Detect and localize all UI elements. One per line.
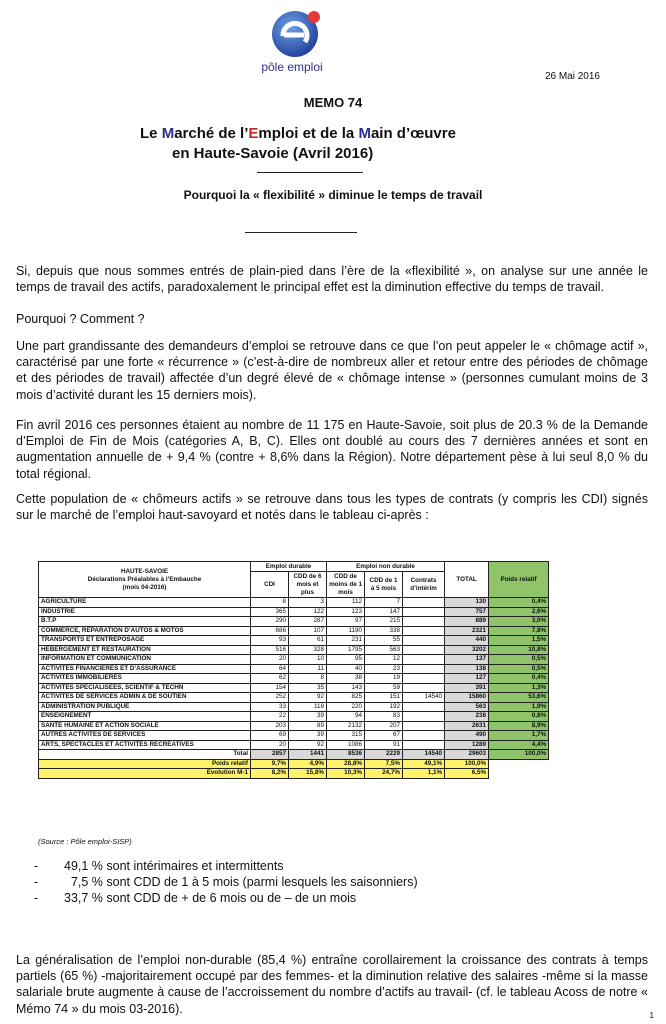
cell-cdi: 64 [251,664,289,674]
table-row [39,712,549,722]
row-label: ARTS, SPECTACLES ET ACTIVITES RECREATIVES [39,740,251,750]
bullet-list [34,858,418,906]
cell-cdd15: 55 [365,636,403,646]
paragraph-conclusion: La généralisation de l’emploi non-durable (85,4 %) entraîne corollairement la croissance des contrats à temps partiels (65 %) -majoritairement occupé par des femmes- et la diminution relative des salaires -même si la masse salariale brute augmente à cause de l’accroissement du nombre d’actifs au travail- (cf. le tableau Acoss de notre « Mémo 74 » du mois 03-2016). [16,953,648,1016]
header-cdd-6-mois: CDD de 6 mois et plus [289,572,327,598]
header-cdd-1-5-mois: CDD de 1 à 5 mois [365,572,403,598]
cell-cdd15: 83 [365,712,403,722]
cell-total: 3202 [445,645,489,655]
cell-cdd6: 8 [289,674,327,684]
cell-cdd15: 7 [365,598,403,608]
paragraph-chomage-actif: Une part grandissante des demandeurs d’emploi se retrouve dans ce que l’on peut appeler le « chômage actif », caractérisé par une forte « récurrence » (c’est-à-dire de nombreux aller et retour entre des périodes de chômage et des périodes de travail) affectée d’un degré élevé de « chômage intense » (personnes cumulant moins de 3 mois d’activité durant les 15 derniers mois). [16,339,648,402]
cell-total: 238 [445,712,489,722]
cell-interim [403,674,445,684]
header-poids-relatif: Poids relatif [489,562,549,598]
cell-cdi: 20 [251,740,289,750]
cell-cdd1: 220 [327,702,365,712]
cell-cdd1: 95 [327,655,365,665]
cell-cdd15: 91 [365,740,403,750]
cell-interim [403,607,445,617]
cell-total: 130 [445,598,489,608]
cell-cdd1: 40 [327,664,365,674]
cell-cdi: 33 [251,702,289,712]
cell-cdi: 365 [251,607,289,617]
header-emploi-non-durable: Emploi non durable [327,562,445,572]
document-title-line2: en Haute-Savoie (Avril 2016) [172,145,374,162]
table-row [39,636,549,646]
logo-emblem-icon [257,8,327,60]
cell-cdd1: 94 [327,712,365,722]
cell-cdd15: 59 [365,683,403,693]
cell-cdd6: 89 [289,721,327,731]
cell-cdi: 8 [251,598,289,608]
cell-cdd6: 39 [289,731,327,741]
table-row [39,598,549,608]
table-source: (Source : Pôle emploi-SISP) [38,837,132,846]
cell-poids: 1,9% [489,702,549,712]
row-label: COMMERCE, REPARATION D’AUTOS & MOTOS [39,626,251,636]
cell-cdd15: 147 [365,607,403,617]
row-label: AUTRES ACTIVITES DE SERVICES [39,731,251,741]
header-total: TOTAL [445,562,489,598]
cell-poids: 0,5% [489,664,549,674]
cell-poids: 1,7% [489,731,549,741]
row-label: INDUSTRIE [39,607,251,617]
cell-total: 2321 [445,626,489,636]
cell-interim [403,740,445,750]
cell-cdd1: 1795 [327,645,365,655]
cell-cdd6: 35 [289,683,327,693]
pole-emploi-logo [257,8,327,76]
table-row [39,626,549,636]
cell-cdi: 154 [251,683,289,693]
cell-total: 138 [445,664,489,674]
paragraph-intro: Si, depuis que nous sommes entrés de plain-pied dans l’ère de la «flexibilité », on analyse sur une année le temps de travail des actifs, paradoxalement le principal effet est la diminution effective du temps de travail. [16,264,648,295]
cell-cdd6: 122 [289,607,327,617]
cell-cdd6: 3 [289,598,327,608]
cell-poids: 53,6% [489,693,549,703]
cell-cdi: 686 [251,626,289,636]
table-row [39,702,549,712]
table-row [39,721,549,731]
header-interim: Contrats d’intérim [403,572,445,598]
row-label: SANTE HUMAINE ET ACTION SOCIALE [39,721,251,731]
cell-cdd1: 112 [327,598,365,608]
table-row [39,731,549,741]
cell-total: 391 [445,683,489,693]
cell-cdd6: 287 [289,617,327,627]
cell-total: 2631 [445,721,489,731]
table-row [39,655,549,665]
cell-cdd15: 215 [365,617,403,627]
cell-cdd1: 1190 [327,626,365,636]
list-item: - 7,5 % sont CDD de 1 à 5 mois (parmi lesquels les saisonniers) [34,875,418,889]
row-label: ACTIVITES DE SERVICES ADMIN & DE SOUTIEN [39,693,251,703]
row-label: INFORMATION ET COMMUNICATION [39,655,251,665]
cell-poids: 8,9% [489,721,549,731]
document-title-line1: Le Marché de l’Emploi et de la Main d’œuvre [140,125,456,142]
header-cdi: CDI [251,572,289,598]
page-number: 1 [649,1011,654,1020]
cell-interim [403,655,445,665]
cell-poids: 1,5% [489,636,549,646]
divider [257,172,363,173]
cell-poids: 1,3% [489,683,549,693]
contracts-table [38,561,548,779]
cell-cdd6: 118 [289,702,327,712]
cell-interim [403,683,445,693]
cell-interim [403,626,445,636]
dpae-table [38,561,549,779]
cell-cdd15: 67 [365,731,403,741]
cell-cdd6: 10 [289,655,327,665]
row-label: B.T.P [39,617,251,627]
cell-poids: 10,8% [489,645,549,655]
cell-cdd1: 825 [327,693,365,703]
table-row [39,664,549,674]
cell-interim: 14540 [403,693,445,703]
cell-cdd6: 328 [289,645,327,655]
cell-cdd6: 39 [289,712,327,722]
cell-poids: 0,4% [489,674,549,684]
header-cdd-moins-1-mois: CDD de moins de 1 mois [327,572,365,598]
cell-cdi: 62 [251,674,289,684]
table-evolution-row: Evolution M-1 8,2% 15,8% 10,3% 24,7% 1,1% 6,5% [39,769,549,779]
cell-cdd1: 38 [327,674,365,684]
table-row [39,607,549,617]
cell-cdd15: 19 [365,674,403,684]
cell-poids: 7,8% [489,626,549,636]
cell-cdd1: 97 [327,617,365,627]
cell-interim [403,702,445,712]
cell-cdd15: 338 [365,626,403,636]
cell-interim [403,645,445,655]
logo-text: pôle emploi [261,60,323,74]
cell-cdd15: 23 [365,664,403,674]
cell-cdd1: 315 [327,731,365,741]
cell-cdd15: 151 [365,693,403,703]
cell-poids: 2,6% [489,607,549,617]
cell-cdd6: 107 [289,626,327,636]
document-subtitle: Pourquoi la « flexibilité » diminue le temps de travail [183,188,483,202]
cell-poids: 4,4% [489,740,549,750]
cell-total: 127 [445,674,489,684]
paragraph-table-intro: Cette population de « chômeurs actifs » se retrouve dans tous les types de contrats (y compris les CDI) signés sur le marché de l’emploi haut-savoyard et notés dans le tableau ci-après : [16,492,648,523]
document-date: 26 Mai 2016 [544,71,600,82]
cell-cdd6: 92 [289,693,327,703]
cell-cdd6: 61 [289,636,327,646]
cell-cdd15: 12 [365,655,403,665]
table-row [39,674,549,684]
table-poids-row: Poids relatif 9,7% 4,9% 28,8% 7,5% 49,1% 100,0% [39,759,549,769]
cell-poids: 0,8% [489,712,549,722]
table-header-label: HAUTE-SAVOIE Déclarations Préalables à l’Embauche (mois 04-2016) [39,562,251,598]
row-label: HEBERGEMENT ET RESTAURATION [39,645,251,655]
row-label: ACTIVITES IMMOBILIERES [39,674,251,684]
cell-cdd15: 563 [365,645,403,655]
table-row [39,740,549,750]
list-item: - 33,7 % sont CDD de + de 6 mois ou de – de un mois [34,891,357,905]
cell-total: 757 [445,607,489,617]
cell-interim [403,636,445,646]
cell-interim [403,721,445,731]
row-label: ENSEIGNEMENT [39,712,251,722]
divider [245,232,357,233]
row-label: ACTIVITES FINANCIERES ET D’ASSURANCE [39,664,251,674]
cell-cdi: 252 [251,693,289,703]
cell-cdd15: 207 [365,721,403,731]
cell-total: 889 [445,617,489,627]
cell-total: 15860 [445,693,489,703]
cell-interim [403,731,445,741]
cell-cdi: 203 [251,721,289,731]
cell-interim [403,617,445,627]
paragraph-question: Pourquoi ? Comment ? [16,312,145,326]
memo-number: MEMO 74 [303,95,363,110]
row-label: AGRICULTURE [39,598,251,608]
row-label: TRANSPORTS ET ENTREPOSAGE [39,636,251,646]
table-total-row: Total 2857 1441 8536 2229 14540 29603 100,0% [39,750,549,760]
cell-cdd1: 2132 [327,721,365,731]
cell-cdd15: 192 [365,702,403,712]
header-emploi-durable: Emploi durable [251,562,327,572]
table-row [39,617,549,627]
cell-cdd1: 231 [327,636,365,646]
cell-poids: 0,5% [489,655,549,665]
cell-interim [403,598,445,608]
cell-total: 137 [445,655,489,665]
row-label: ADMINISTRATION PUBLIQUE [39,702,251,712]
cell-total: 563 [445,702,489,712]
table-row [39,683,549,693]
cell-poids: 0,4% [489,598,549,608]
cell-cdi: 93 [251,636,289,646]
cell-cdi: 69 [251,731,289,741]
cell-cdd6: 11 [289,664,327,674]
table-row [39,693,549,703]
cell-interim [403,664,445,674]
cell-cdi: 516 [251,645,289,655]
list-item: - 49,1 % sont intérimaires et intermittents [34,859,284,873]
cell-cdd6: 92 [289,740,327,750]
cell-cdd1: 1086 [327,740,365,750]
cell-cdi: 20 [251,655,289,665]
paragraph-figures: Fin avril 2016 ces personnes étaient au nombre de 11 175 en Haute-Savoie, soit plus de 20.3 % de la Demande d’Emploi de Fin de Mois (catégories A, B, C). Elles ont doublé au cours des 7 dernières années et sont en augmentation annuelle de + 9,4 % (contre + 8,6% dans la Région). Notre département pèse à lui seul 8,0 % du total régional. [16,418,648,481]
cell-poids: 3,0% [489,617,549,627]
cell-total: 440 [445,636,489,646]
cell-cdi: 290 [251,617,289,627]
cell-cdi: 22 [251,712,289,722]
table-row [39,645,549,655]
cell-cdd1: 143 [327,683,365,693]
cell-total: 490 [445,731,489,741]
row-label: ACTIVITES SPECIALISEES, SCIENTIF & TECHN [39,683,251,693]
cell-cdd1: 123 [327,607,365,617]
cell-interim [403,712,445,722]
cell-total: 1289 [445,740,489,750]
